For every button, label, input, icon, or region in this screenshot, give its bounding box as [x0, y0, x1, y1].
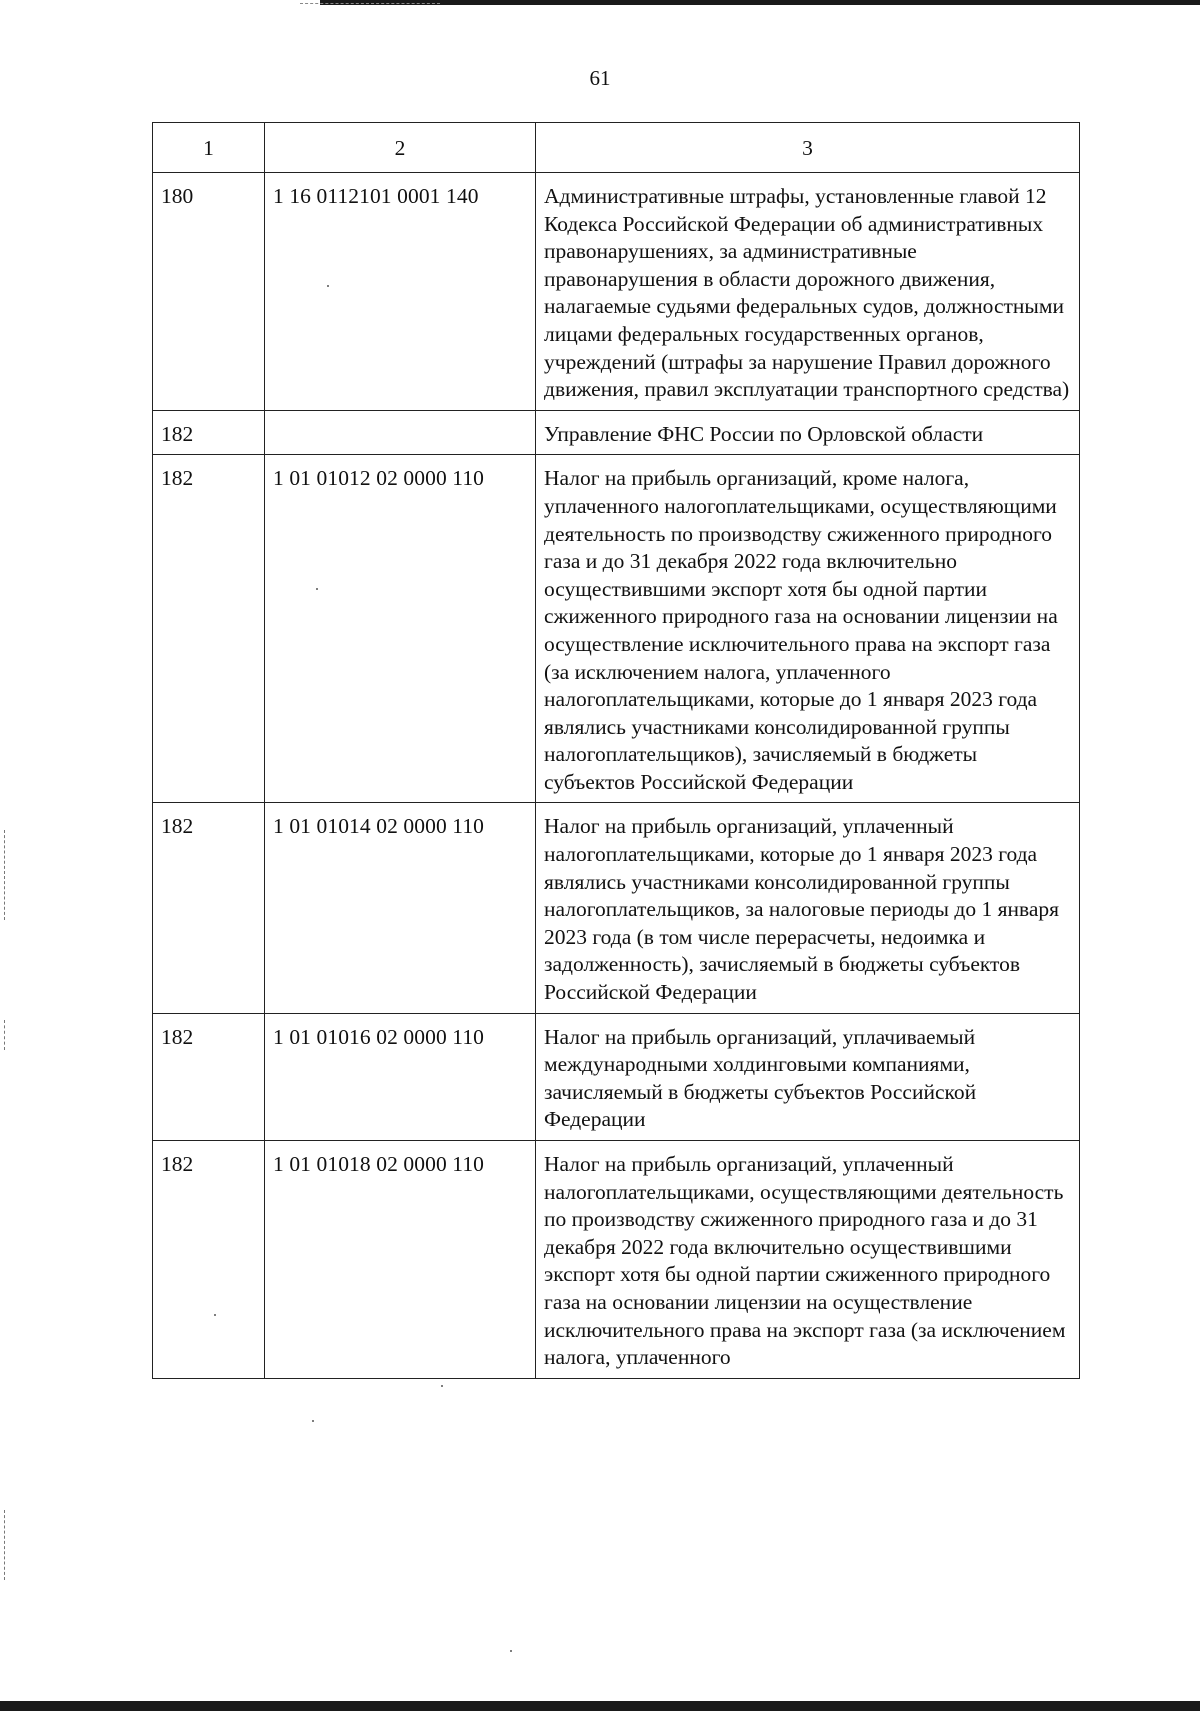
description-cell: Налог на прибыль организаций, уплаченный налогоплательщиками, осуществляющими деятельность по производству сжиженного природного газа и до 31 декабря 2022 года включительно осуществившими экспорт хотя бы одной партии сжиженного природного газа на основании лицензии на осуществление исключительного права на экспорт газа (за исключением налога, уплаченного: [536, 1141, 1080, 1379]
budget-code-cell: 1 01 01014 02 0000 110: [265, 803, 536, 1013]
budget-code-table: [152, 122, 1080, 1379]
description-cell: Налог на прибыль организаций, уплачиваемый международными холдинговыми компаниями, зачисляемый в бюджеты субъектов Российской Федерации: [536, 1013, 1080, 1140]
scan-speck: [510, 1650, 512, 1652]
scan-speck: [312, 1420, 314, 1422]
budget-code-cell: 1 01 01016 02 0000 110: [265, 1013, 536, 1140]
budget-code-cell: 1 16 0112101 0001 140: [265, 173, 536, 411]
scan-edge-bottom: [0, 1701, 1200, 1711]
table-row: [153, 455, 1080, 803]
table-row: [153, 803, 1080, 1013]
description-cell: Административные штрафы, установленные главой 12 Кодекса Российской Федерации об административных правонарушениях, за административные правонарушения в области дорожного движения, налагаемые судьями федеральных судов, должностными лицами федеральных государственных органов, учреждений (штрафы за нарушение Правил дорожного движения, правил эксплуатации транспортного средства): [536, 173, 1080, 411]
scan-edge-top-faint: [300, 3, 440, 4]
admin-code-cell: 182: [153, 803, 265, 1013]
budget-code-cell: [265, 410, 536, 455]
table-header-row: [153, 123, 1080, 173]
description-cell: Налог на прибыль организаций, уплаченный налогоплательщиками, которые до 1 января 2023 года являлись участниками консолидированной группы налогоплательщиков, за налоговые периоды до 1 января 2023 года (в том числе перерасчеты, недоимка и задолженность), зачисляемый в бюджеты субъектов Российской Федерации: [536, 803, 1080, 1013]
description-cell: Налог на прибыль организаций, кроме налога, уплаченного налогоплательщиками, осуществляющими деятельность по производству сжиженного природного газа и до 31 декабря 2022 года включительно осуществившими экспорт хотя бы одной партии сжиженного природного газа на основании лицензии на осуществление исключительного права на экспорт газа (за исключением налога, уплаченного налогоплательщиками, которые до 1 января 2023 года являлись участниками консолидированной группы налогоплательщиков), зачисляемый в бюджеты субъектов Российской Федерации: [536, 455, 1080, 803]
scan-margin-mark: [4, 830, 5, 920]
page-number: 61: [589, 66, 611, 90]
admin-code-cell: 182: [153, 410, 265, 455]
admin-code-cell: 182: [153, 1141, 265, 1379]
budget-code-cell: 1 01 01012 02 0000 110: [265, 455, 536, 803]
admin-code-cell: 182: [153, 455, 265, 803]
header-col-1: 1: [153, 123, 265, 173]
table-row: [153, 1013, 1080, 1140]
table-row: [153, 173, 1080, 411]
scan-speck: [441, 1385, 443, 1387]
table-row: [153, 1141, 1080, 1379]
budget-code-cell: 1 01 01018 02 0000 110: [265, 1141, 536, 1379]
header-col-2: 2: [265, 123, 536, 173]
header-col-3: 3: [536, 123, 1080, 173]
scan-margin-mark: [4, 1020, 5, 1050]
scan-margin-mark: [4, 1510, 5, 1580]
description-cell: Управление ФНС России по Орловской области: [536, 410, 1080, 455]
scan-edge-top: [320, 0, 1200, 5]
table-row: [153, 410, 1080, 455]
admin-code-cell: 180: [153, 173, 265, 411]
admin-code-cell: 182: [153, 1013, 265, 1140]
